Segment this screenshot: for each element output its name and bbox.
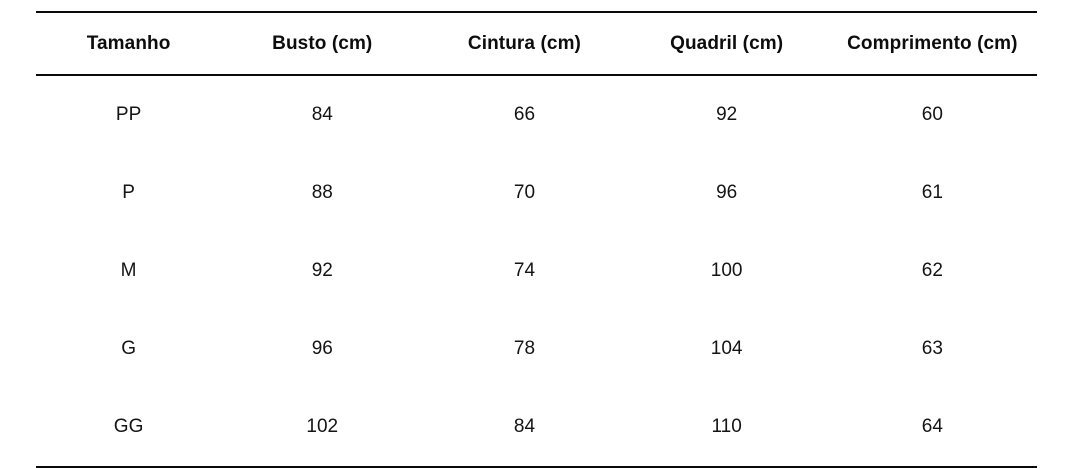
cell-cintura: 74 — [513, 260, 536, 281]
cell-quadril: 110 — [626, 388, 828, 467]
cell-quadril: 96 — [716, 182, 738, 203]
column-header-comprimento: Comprimento (cm) — [828, 12, 1037, 75]
table-row — [36, 310, 1037, 388]
cell-comprimento: 60 — [921, 104, 943, 125]
cell-busto: 92 — [311, 260, 333, 281]
cell-cintura: 66 — [513, 104, 536, 125]
cell-comprimento: 64 — [828, 388, 1037, 467]
column-header-cintura: Cintura (cm) — [423, 12, 625, 75]
cell-tamanho: M — [120, 260, 137, 281]
cell-busto: 88 — [311, 182, 333, 203]
cell-tamanho: GG — [36, 388, 221, 467]
cell-busto: 102 — [221, 388, 423, 467]
cell-quadril: 100 — [710, 260, 743, 281]
table-row — [36, 75, 1037, 154]
column-header-busto: Busto (cm) — [221, 12, 423, 75]
cell-comprimento: 61 — [921, 182, 943, 203]
cell-quadril: 104 — [710, 338, 743, 359]
cell-busto: 84 — [311, 104, 333, 125]
cell-busto: 96 — [311, 338, 333, 359]
cell-comprimento: 63 — [921, 338, 943, 359]
cell-cintura: 78 — [513, 338, 536, 359]
cell-cintura: 84 — [423, 388, 625, 467]
cell-tamanho: P — [122, 182, 135, 203]
size-chart-table — [36, 11, 1037, 468]
table-header-row — [36, 12, 1037, 75]
cell-tamanho: G — [121, 338, 136, 359]
cell-quadril: 92 — [716, 104, 738, 125]
table-body — [36, 75, 1037, 467]
column-header-tamanho: Tamanho — [36, 12, 221, 75]
column-header-quadril: Quadril (cm) — [626, 12, 828, 75]
table-header — [36, 12, 1037, 75]
table-row — [36, 232, 1037, 310]
cell-cintura: 70 — [513, 182, 536, 203]
table-row — [36, 388, 1037, 467]
cell-comprimento: 62 — [921, 260, 943, 281]
table-row — [36, 154, 1037, 232]
cell-tamanho: PP — [115, 104, 142, 125]
